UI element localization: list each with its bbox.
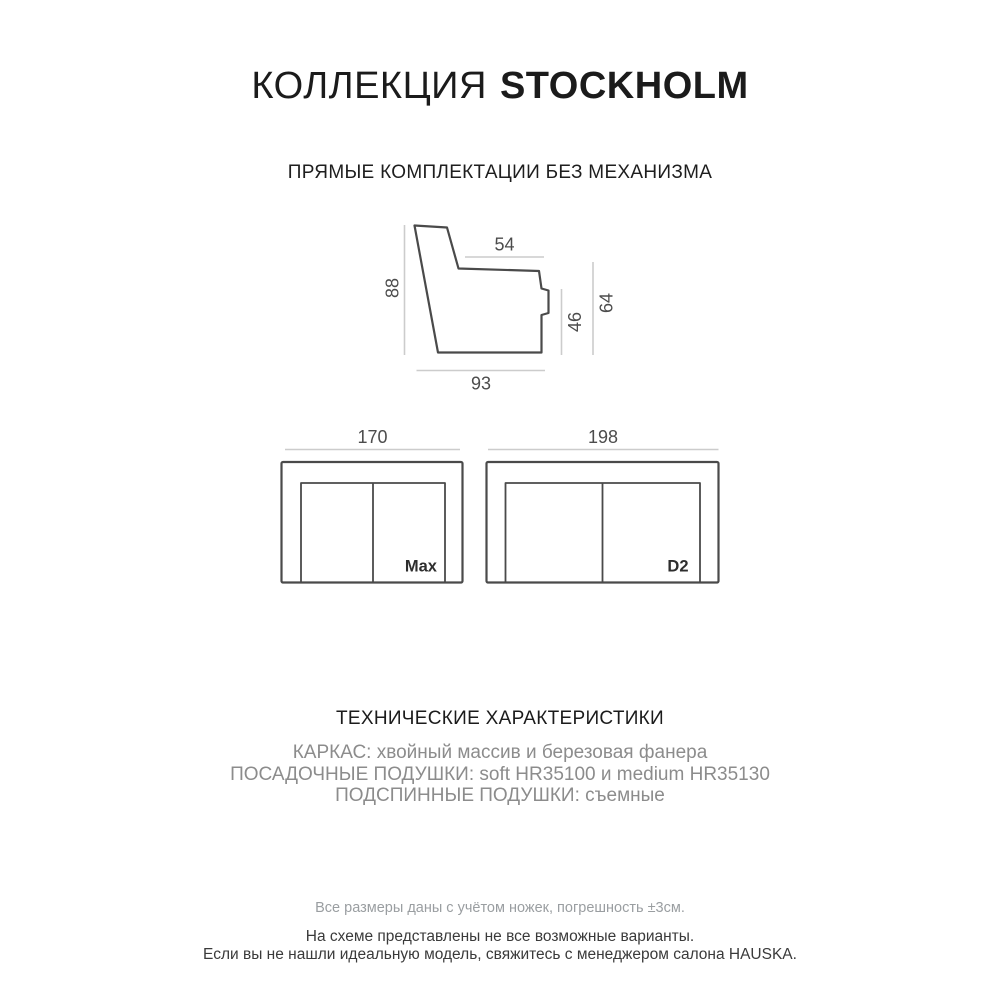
- d2-label: D2: [667, 557, 689, 576]
- spec-line-seat-cushions: ПОСАДОЧНЫЕ ПОДУШКИ: soft HR35100 и medium HR35130: [230, 763, 770, 785]
- dim-label-total-depth: 93: [470, 373, 492, 394]
- dimensions-footnote: Все размеры даны с учётом ножек, погрешность ±3см.: [315, 900, 685, 916]
- sofa-side-view: [383, 225, 617, 394]
- spec-line-back-cushions: ПОДСПИННЫЕ ПОДУШКИ: съемные: [335, 785, 665, 807]
- disclaimer-line-contact: Если вы не нашли идеальную модель, свяжитесь с менеджером салона HAUSKA.: [203, 946, 797, 963]
- dim-label-max-width: 170: [357, 427, 388, 447]
- dim-label-back-height: 88: [382, 277, 403, 299]
- sofa-profile-outline: [415, 226, 549, 353]
- dim-label-seat-height: 46: [565, 311, 585, 333]
- max-label: Max: [404, 557, 437, 576]
- top-view-d2: [487, 427, 719, 583]
- spec-line-frame: КАРКАС: хвойный массив и березовая фанера: [292, 742, 708, 763]
- top-view-max: [282, 427, 463, 583]
- dimension-diagrams: [250, 200, 750, 600]
- dim-label-seat-depth: 54: [494, 234, 515, 255]
- section-subtitle: ПРЯМЫЕ КОМПЛЕКТАЦИИ БЕЗ МЕХАНИЗМА: [287, 162, 713, 183]
- disclaimer: [0, 928, 1000, 964]
- specs-heading: ТЕХНИЧЕСКИЕ ХАРАКТЕРИСТИКИ: [335, 708, 665, 729]
- specs-body: [0, 742, 1000, 807]
- title-collection-name: STOCKHOLM: [499, 65, 749, 107]
- dim-label-arm-height: 64: [596, 292, 617, 314]
- disclaimer-line-variants: На схеме представлены не все возможные варианты.: [305, 928, 695, 945]
- title-collection-word: КОЛЛЕКЦИЯ: [251, 65, 487, 107]
- page-title: [0, 64, 1000, 108]
- dim-label-d2-width: 198: [587, 427, 619, 447]
